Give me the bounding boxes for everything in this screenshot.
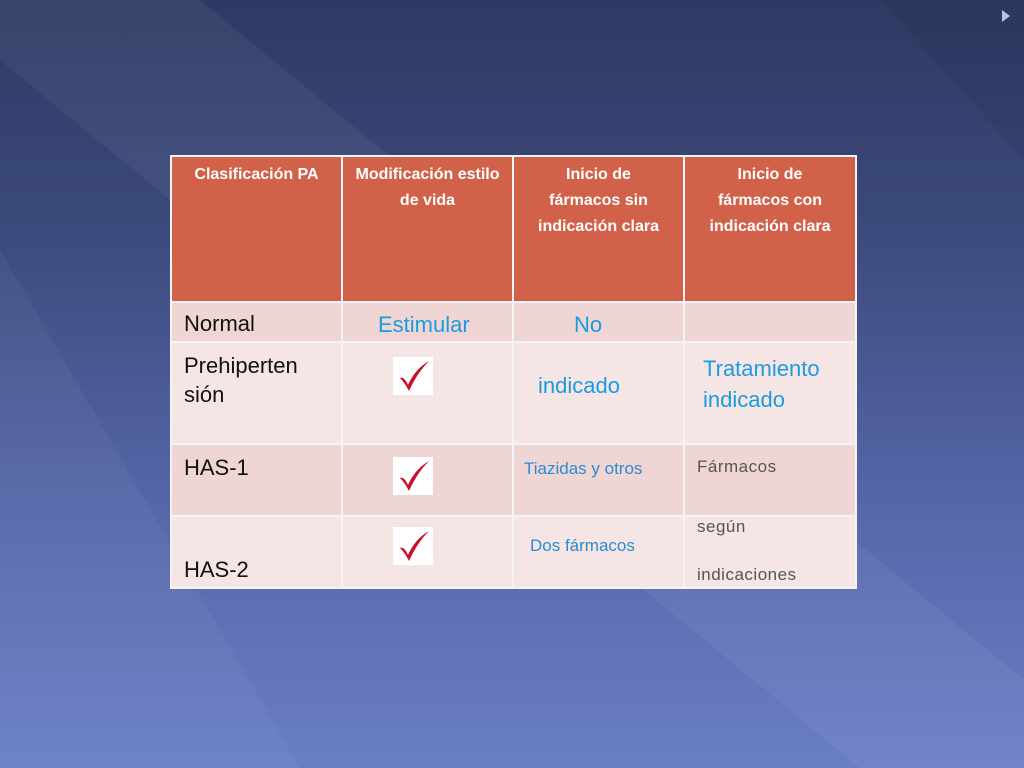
table-row — [171, 444, 856, 516]
row-label: Normal — [184, 311, 255, 336]
cell-classification — [171, 516, 342, 588]
cell-classification — [171, 302, 342, 342]
with-indication-value: indicaciones — [697, 565, 797, 584]
cell-classification — [171, 342, 342, 444]
without-indication-value: No — [574, 312, 603, 337]
with-indication-value: Fármacos — [697, 457, 777, 476]
row-label: HAS-1 — [184, 455, 249, 480]
cell-lifestyle — [342, 302, 513, 342]
with-indication-value: Tratamiento indicado — [703, 356, 820, 412]
cell-with-indication — [684, 444, 856, 516]
row-label: Prehiperten sión — [184, 353, 298, 407]
checkmark-icon — [393, 527, 433, 565]
lifestyle-value: Estimular — [378, 312, 470, 337]
header-classification: Clasificación PA — [171, 156, 342, 302]
table-row — [171, 302, 856, 342]
checkmark-icon — [393, 457, 433, 495]
cell-lifestyle — [342, 342, 513, 444]
without-indication-value: Dos fármacos — [530, 536, 635, 555]
checkmark-icon — [393, 357, 433, 395]
header-with-indication: Inicio de fármacos con indicación clara — [684, 156, 856, 302]
without-indication-value: Tiazidas y otros — [524, 459, 643, 478]
header-lifestyle: Modificación estilo de vida — [342, 156, 513, 302]
cell-lifestyle — [342, 444, 513, 516]
cell-classification — [171, 444, 342, 516]
table-row — [171, 516, 856, 588]
cell-with-indication — [684, 342, 856, 444]
with-indication-value: según — [697, 517, 746, 536]
cell-with-indication — [684, 516, 856, 588]
row-label: HAS-2 — [184, 557, 249, 582]
table-row — [171, 342, 856, 444]
blood-pressure-table — [170, 155, 857, 589]
cell-without-indication — [513, 302, 684, 342]
cell-without-indication — [513, 516, 684, 588]
cell-without-indication — [513, 444, 684, 516]
cell-with-indication — [684, 302, 856, 342]
without-indication-value: indicado — [538, 373, 620, 398]
header-without-indication: Inicio de fármacos sin indicación clara — [513, 156, 684, 302]
cell-without-indication — [513, 342, 684, 444]
cell-lifestyle — [342, 516, 513, 588]
